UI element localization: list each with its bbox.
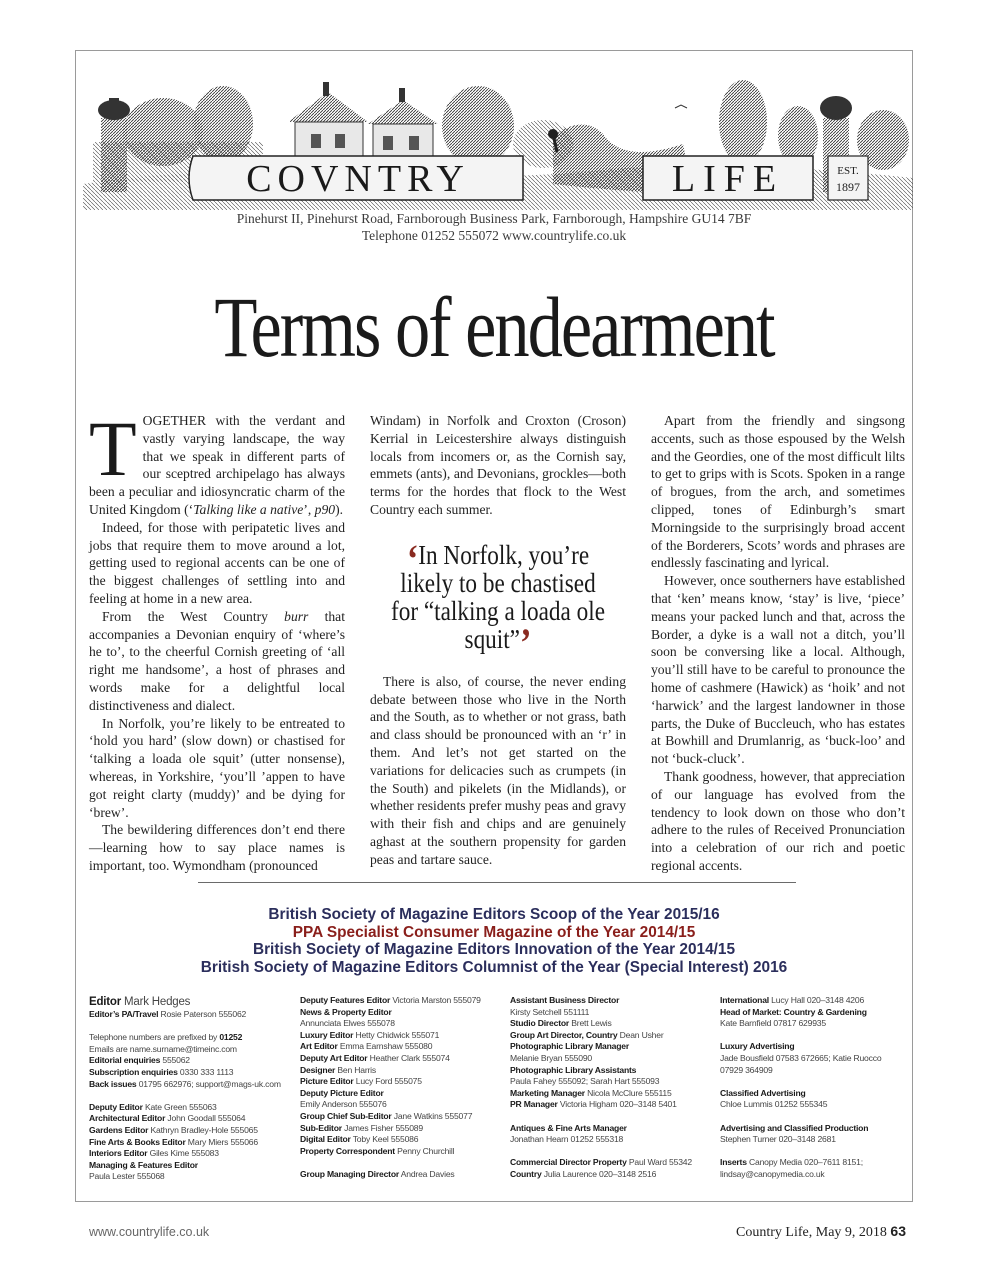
- staff-name: Lucy Hall 020–3148 4206: [768, 995, 865, 1005]
- staff-role: Architectural Editor: [89, 1113, 166, 1124]
- staff-role: Digital Editor: [300, 1134, 351, 1145]
- staff-entry: [300, 1157, 500, 1169]
- staff-name: Stephen Turner 020–3148 2681: [720, 1134, 836, 1145]
- paragraph-text: that accompanies a Devonian enquiry of ‘where’s he to’, to the cheerful Cornish greeting of ‘all right me handsome’, a host of phrases and words make for a delightful local distinctiveness and dialect.: [89, 608, 345, 713]
- staff-name: Kate Green 555063: [142, 1101, 217, 1112]
- staff-name: Hetty Chidwick 555071: [353, 1029, 440, 1040]
- staff-entry: [510, 1065, 710, 1077]
- article-paragraph: Apart from the friendly and singsong accents, such as those espoused by the Welsh and the Geordies, one of the most difficult lilts to get to grips with is Scots. Spoken in a range of brogues, from the arch, and sometimes clipped, tones of Edinburgh’s smart Morningside to the surprisingly broad accent of the Borderers, Scots’ words and phrases are endlessly fascinating and lyrical.: [651, 413, 905, 571]
- staff-name: 555062: [160, 1055, 190, 1066]
- staff-entry: [720, 1053, 920, 1065]
- staff-role: Property Correspondent: [300, 1145, 395, 1156]
- masthead-illustration: [83, 74, 913, 210]
- staff-role: Country: [510, 1168, 542, 1179]
- staff-name: Victoria Higham 020–3148 5401: [557, 1099, 677, 1110]
- staff-entry: [510, 1007, 710, 1019]
- staff-name: Jane Watkins 555077: [391, 1110, 473, 1121]
- staff-entry: [720, 1157, 920, 1169]
- staff-column-3: [510, 995, 710, 1181]
- staff-entry: [300, 1134, 500, 1146]
- staff-role: Commercial Director Property: [510, 1157, 627, 1168]
- staff-name: Paula Lester 555068: [89, 1171, 165, 1182]
- staff-entry: [300, 1169, 500, 1181]
- staff-entry: [510, 1123, 710, 1135]
- staff-role: Deputy Features Editor: [300, 995, 391, 1005]
- staff-name: Julia Laurence 020–3148 2516: [541, 1168, 657, 1179]
- staff-entry: [89, 1032, 289, 1044]
- staff-entry: [510, 1088, 710, 1100]
- article-column-3: [651, 412, 905, 875]
- staff-name: 07929 364909: [720, 1064, 773, 1075]
- staff-entry: [720, 1099, 920, 1111]
- staff-entry: [89, 1125, 289, 1137]
- staff-name: 01795 662976; support@mags-uk.com: [136, 1078, 281, 1089]
- issue-text: Country Life, May 9, 2018: [736, 1225, 891, 1240]
- staff-role: Group Managing Director: [300, 1168, 400, 1179]
- staff-role: Marketing Manager: [510, 1087, 585, 1098]
- staff-name: Telephone numbers are prefixed by: [89, 1032, 220, 1043]
- staff-entry: [89, 1021, 289, 1033]
- staff-entry: [720, 1111, 920, 1123]
- footer-issue: [736, 1223, 906, 1241]
- pull-quote-text: In Norfolk, you’re likely to be chastised for “talking a loada ole squit”: [390, 539, 606, 654]
- staff-entry: [89, 1160, 289, 1172]
- staff-entry: [720, 1065, 920, 1077]
- cross-reference: Talking like a native: [193, 501, 304, 517]
- staff-entry: [510, 1053, 710, 1065]
- staff-name: Mary Miers 555066: [185, 1136, 258, 1147]
- staff-name: Toby Keel 555086: [350, 1134, 419, 1145]
- staff-role: Photographic Library Assistants: [510, 1064, 637, 1075]
- staff-name: Kathryn Bradley-Hole 555065: [148, 1124, 258, 1135]
- staff-name: Lucy Ford 555075: [353, 1076, 422, 1087]
- staff-entry: [300, 1146, 500, 1158]
- staff-name: Kirsty Setchell 551111: [510, 1006, 590, 1017]
- staff-entry: [300, 1099, 500, 1111]
- staff-role: Deputy Picture Editor: [300, 1087, 384, 1098]
- staff-role: Designer: [300, 1064, 336, 1075]
- publisher-contact: Telephone 01252 555072 www.countrylife.co.uk: [361, 228, 627, 243]
- staff-role: Picture Editor: [300, 1076, 354, 1087]
- staff-name: James Fisher 555089: [341, 1122, 423, 1133]
- staff-name: Chloe Lummis 01252 555345: [720, 1099, 828, 1110]
- staff-entry: [300, 1041, 500, 1053]
- staff-role: Sub-Editor: [300, 1122, 342, 1133]
- staff-entry: [89, 1009, 289, 1021]
- publisher-address: Pinehurst II, Pinehurst Road, Farnborough Business Park, Farnborough, Hampshire GU14 7BF: [236, 211, 752, 226]
- staff-name: Dean Usher: [617, 1029, 664, 1040]
- article-paragraph: [89, 608, 345, 715]
- article-paragraph: Indeed, for those with peripatetic lives and jobs that require them to move around a lot, getting used to regional accents can be one of the biggest challenges of settling into and feeling at home in a new area.: [89, 519, 345, 606]
- staff-role: Interiors Editor: [89, 1148, 148, 1159]
- staff-entry: [510, 1134, 710, 1146]
- staff-role: International: [720, 995, 769, 1005]
- paragraph-text: From the West Country: [102, 608, 285, 624]
- staff-entry: [89, 1148, 289, 1160]
- article-paragraph: Thank goodness, however, that appreciation of our language has evolved from the tendency to look down on those who don’t adhere to the rules of Received Pronunciation into a celebration of our rich and poetic regional accents.: [651, 768, 905, 873]
- page-reference: p90: [314, 501, 336, 517]
- award-line: PPA Specialist Consumer Magazine of the Year 2014/15: [292, 923, 696, 941]
- article-paragraph: There is also, of course, the never ending debate between those who live in the North and the South, as to whether or not grass, bath and class should be pronounced with an ‘r’ in them. And let’s not get started on the variations for delicacies such as crumpets (in the South) and pikelets (in the Midlands), or whether residents prefer mushy peas and gravy with their fish and chips and are genuinely aghast at the southern propensity for garden peas and tartare sauce.: [370, 673, 626, 867]
- page-number: 63: [890, 1223, 906, 1239]
- staff-entry: [720, 1146, 920, 1158]
- staff-entry: [300, 1053, 500, 1065]
- staff-role: Antiques & Fine Arts Manager: [510, 1122, 627, 1133]
- staff-role: Luxury Editor: [300, 1029, 354, 1040]
- staff-entry: [720, 1076, 920, 1088]
- paragraph-text: ).: [335, 501, 343, 517]
- staff-entry: [720, 1018, 920, 1030]
- staff-column-2: [300, 995, 500, 1181]
- staff-entry: [720, 1041, 920, 1053]
- article-column-2: [370, 412, 626, 869]
- drop-cap: T: [89, 405, 137, 492]
- staff-entry: [89, 1171, 289, 1183]
- staff-name: Nicola McClure 555115: [584, 1087, 672, 1098]
- staff-entry: [510, 995, 710, 1007]
- staff-name: lindsay@canopymedia.co.uk: [720, 1168, 825, 1179]
- staff-entry: [510, 1076, 710, 1088]
- staff-entry: [720, 1123, 920, 1135]
- staff-role: Deputy Art Editor: [300, 1052, 368, 1063]
- pull-quote: [388, 535, 608, 665]
- staff-entry: [89, 995, 289, 1009]
- section-divider: [198, 882, 796, 883]
- staff-name: Ben Harris: [335, 1064, 376, 1075]
- staff-name: Andrea Davies: [399, 1168, 455, 1179]
- staff-name: Annunciata Elwes 555078: [300, 1018, 395, 1029]
- staff-role: Inserts: [720, 1157, 747, 1168]
- staff-name: Victoria Marston 555079: [390, 995, 481, 1005]
- masthead-word-country: COVNTRY: [246, 158, 470, 200]
- staff-role: Group Art Director, Country: [510, 1029, 618, 1040]
- staff-name: Emily Anderson 555076: [300, 1099, 387, 1110]
- staff-entry: [300, 1018, 500, 1030]
- staff-entry: [300, 1030, 500, 1042]
- staff-entry: [89, 1079, 289, 1091]
- staff-role: Assistant Business Director: [510, 995, 620, 1005]
- staff-name: Emma Earnshaw 555080: [337, 1041, 433, 1052]
- article-column-1: [89, 405, 345, 875]
- staff-name: Kate Barnfield 07817 629935: [720, 1018, 826, 1029]
- staff-name: John Goodall 555064: [165, 1113, 246, 1124]
- article-paragraph: [89, 405, 345, 519]
- staff-name: Jade Bousfield 07583 672665; Katie Ruocco: [720, 1052, 882, 1063]
- awards-list: [75, 906, 913, 976]
- staff-entry: [89, 1055, 289, 1067]
- staff-name: Jonathan Hearn 01252 555318: [510, 1134, 624, 1145]
- staff-role: Editor: [89, 996, 122, 1008]
- staff-entry: [720, 1134, 920, 1146]
- open-quote-mark: ‘: [406, 535, 419, 581]
- staff-role: Advertising and Classified Production: [720, 1122, 869, 1133]
- staff-entry: [510, 1157, 710, 1169]
- staff-entry: [300, 1076, 500, 1088]
- staff-role: Fine Arts & Books Editor: [89, 1136, 186, 1147]
- article-paragraph: In Norfolk, you’re likely to be entreated to ‘hold you hard’ (slow down) or chastised for ‘talking a loada ole squit’ (utter nonsense), whereas, in Yorkshire, ‘you’ll ’appen to have got reight clarty (muddy)’ and be dying for ‘brew’.: [89, 715, 345, 820]
- award-line: British Society of Magazine Editors Scoop of the Year 2015/16: [268, 906, 720, 923]
- award-line: British Society of Magazine Editors Columnist of the Year (Special Interest) 2016: [200, 958, 788, 976]
- article-headline: Terms of endearment: [214, 279, 774, 375]
- staff-name: Canopy Media 020–7611 8151;: [746, 1157, 863, 1168]
- masthead-year: 1897: [836, 180, 860, 194]
- staff-name: Paula Fahey 555092; Sarah Hart 555093: [510, 1076, 660, 1087]
- staff-entry: [89, 1090, 289, 1102]
- staff-entry: [300, 1123, 500, 1135]
- staff-entry: [89, 1102, 289, 1114]
- staff-entry: [720, 1007, 920, 1019]
- staff-role: Head of Market: Country & Gardening: [720, 1006, 867, 1017]
- staff-entry: [720, 1088, 920, 1100]
- staff-column-1: [89, 995, 289, 1183]
- staff-entry: [510, 1030, 710, 1042]
- staff-name: Paul Ward 55342: [626, 1157, 692, 1168]
- staff-role: Luxury Advertising: [720, 1041, 795, 1052]
- staff-name: Mark Hedges: [121, 996, 191, 1008]
- staff-prefix-code: 01252: [219, 1032, 243, 1043]
- staff-role: Classified Advertising: [720, 1087, 806, 1098]
- staff-entry: [89, 1113, 289, 1125]
- close-quote-mark: ’: [519, 619, 532, 665]
- staff-name: Emails are name.surname@timeinc.com: [89, 1043, 237, 1054]
- staff-column-4: [720, 995, 920, 1181]
- staff-role: Studio Director: [510, 1018, 570, 1029]
- staff-role: Back issues: [89, 1078, 137, 1089]
- staff-role: News & Property Editor: [300, 1006, 392, 1017]
- staff-role: Managing & Features Editor: [89, 1159, 198, 1170]
- staff-entry: [300, 1065, 500, 1077]
- staff-role: Editorial enquiries: [89, 1055, 161, 1066]
- staff-entry: [89, 1067, 289, 1079]
- paragraph-text: OGETHER with the verdant and vastly varying landscape, the way that we speak in different parts of our sceptred archipelago has always been a peculiar and idiosyncratic charm of the United Kingdom (‘: [89, 413, 345, 517]
- emphasis-text: burr: [284, 608, 309, 624]
- staff-entry: [510, 1111, 710, 1123]
- staff-role: Deputy Editor: [89, 1101, 143, 1112]
- staff-name: Giles Kime 555083: [147, 1148, 219, 1159]
- award-line: British Society of Magazine Editors Innovation of the Year 2014/15: [252, 941, 736, 958]
- article-paragraph: However, once southerners have established that ‘ken’ means know, ‘stay’ is live, ‘piece’ means your packed lunch and that, across the Border, a dyke is a wall not a ditch, you’ll soon be conversing like a local. Although, you’ll still have to be careful to pronounce the home of cashmere (Hawick) as ‘hoik’ and not ‘harwick’ and the largest landowner in those parts, the Duke of Buccleuch, who has estates at Bowhill and Drumlanrig, as ‘buck-loo’ and not ‘buck-cluck’.: [651, 573, 905, 767]
- staff-role: Photographic Library Manager: [510, 1041, 630, 1052]
- footer-website: www.countrylife.co.uk: [89, 1225, 210, 1239]
- staff-entry: [720, 1169, 920, 1181]
- article-paragraph: Windam) in Norfolk and Croxton (Croson) Kerrial in Leicestershire always distinguish locals from incomers or, as the Cornish say, emmets (ants), and Devonians, grockles—both terms for the hordes that flock to the West Country each summer.: [370, 413, 626, 517]
- masthead-est: EST.: [837, 165, 859, 177]
- staff-entry: [510, 1169, 710, 1181]
- staff-name: Melanie Bryan 555090: [510, 1052, 592, 1063]
- staff-entry: [510, 1018, 710, 1030]
- article-paragraph: The bewildering differences don’t end there—learning how to say place names is important, too. Wymondham (pronounced: [89, 822, 345, 873]
- staff-entry: [89, 1137, 289, 1149]
- masthead-word-life: LIFE: [671, 158, 785, 200]
- staff-role: Gardens Editor: [89, 1124, 149, 1135]
- staff-name: Heather Clark 555074: [367, 1052, 450, 1063]
- paragraph-text: ’,: [303, 501, 315, 517]
- staff-entry: [300, 1007, 500, 1019]
- staff-entry: [300, 995, 500, 1007]
- staff-entry: [89, 1044, 289, 1056]
- staff-entry: [300, 1111, 500, 1123]
- staff-entry: [510, 1146, 710, 1158]
- staff-entry: [510, 1041, 710, 1053]
- staff-role: Group Chief Sub-Editor: [300, 1110, 392, 1121]
- staff-name: Rosie Paterson 555062: [158, 1009, 247, 1019]
- staff-role: PR Manager: [510, 1099, 558, 1110]
- staff-name: Brett Lewis: [569, 1018, 612, 1029]
- staff-name: 0330 333 1113: [177, 1066, 234, 1077]
- staff-entry: [720, 1030, 920, 1042]
- staff-role: Subscription enquiries: [89, 1066, 178, 1077]
- staff-entry: [300, 1088, 500, 1100]
- staff-role: Editor’s PA/Travel: [89, 1009, 159, 1019]
- staff-entry: [510, 1099, 710, 1111]
- staff-entry: [720, 995, 920, 1007]
- staff-name: Penny Churchill: [394, 1145, 455, 1156]
- staff-role: Art Editor: [300, 1041, 338, 1052]
